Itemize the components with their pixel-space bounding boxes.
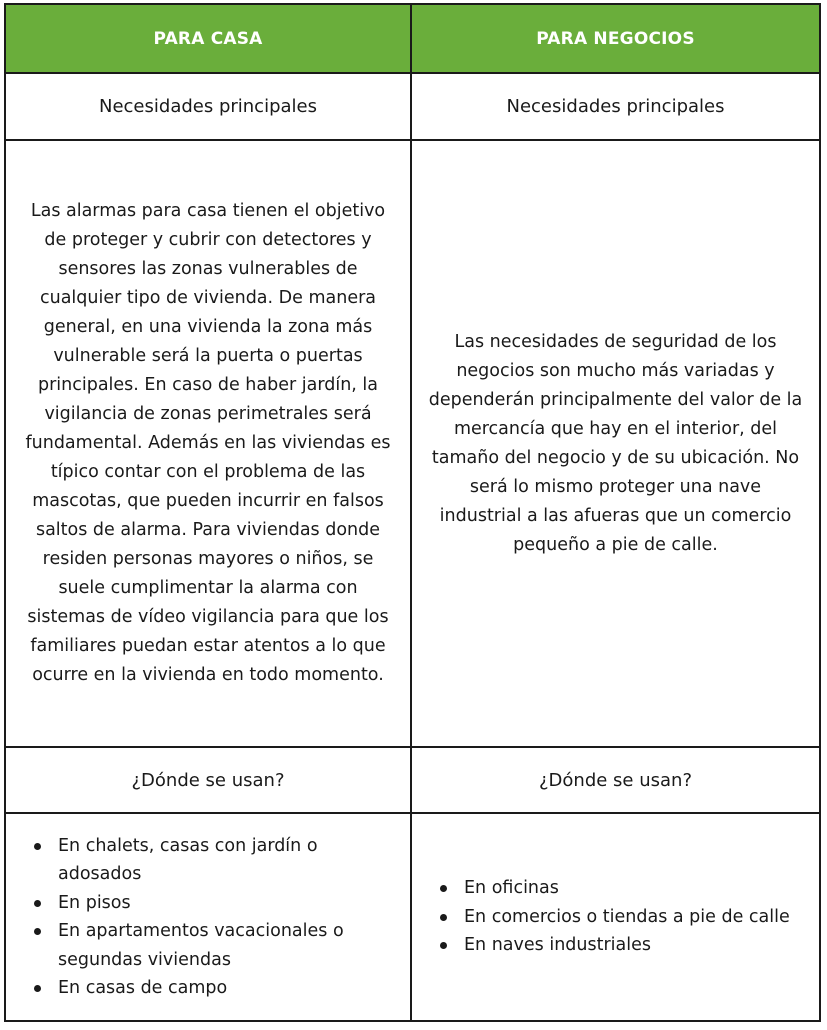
list-item: En comercios o tiendas a pie de calle (434, 903, 810, 932)
needs-text-row (6, 141, 819, 748)
needs-text-home: Las alarmas para casa tienen el objetivo de proteger y cubrir con detectores y sensores las zonas vulnerables de cualquier tipo de vivienda. De manera general, en una vivienda la zona más vulnerable será la puerta o puertas principales. En caso de haber jardín, la vigilancia de zonas perimetrales será fundamental. Además en las viviendas es típico contar con el problema de las mascotas, que pueden incurrir en falsos saltos de alarma. Para viviendas donde residen personas mayores o niños, se suele cumplimentar la alarma con sistemas de vídeo vigilancia para que los familiares puedan estar atentos a lo que ocurre en la vivienda en todo momento. (25, 201, 391, 685)
usage-list-home (6, 832, 410, 1003)
needs-text-business: Las necesidades de seguridad de los negocios son mucho más variadas y dependerán principalmente del valor de la mercancía que hay en el interior, del tamaño del negocio y de su ubicación. No será lo mismo proteger una nave industrial a las afueras que un comercio pequeño a pie de calle. (428, 331, 803, 555)
needs-text-home-cell (6, 141, 412, 746)
usage-heading-business: ¿Dónde se usan? (538, 769, 692, 791)
needs-heading-row (6, 74, 819, 141)
list-item: En naves industriales (434, 931, 810, 960)
list-item: En pisos (28, 889, 410, 918)
needs-heading-home: Necesidades principales (6, 74, 412, 139)
needs-text-business-cell (412, 141, 819, 746)
usage-list-row (6, 814, 819, 1020)
usage-list-business-cell (412, 814, 819, 1020)
list-item: En casas de campo (28, 974, 410, 1003)
header-home: PARA CASA (6, 5, 412, 72)
list-item: En apartamentos vacacionales o segundas viviendas (28, 917, 410, 974)
list-item: En oficinas (434, 874, 810, 903)
usage-heading-row (6, 748, 819, 814)
usage-list-home-cell (6, 814, 412, 1020)
usage-heading-home: ¿Dónde se usan? (6, 748, 412, 812)
comparison-table (4, 3, 821, 1022)
needs-heading-business: Necesidades principales (506, 96, 725, 117)
usage-list-business (412, 874, 810, 960)
header-row (6, 5, 819, 74)
list-item: En chalets, casas con jardín o adosados (28, 832, 410, 889)
header-business: PARA NEGOCIOS (536, 28, 695, 49)
